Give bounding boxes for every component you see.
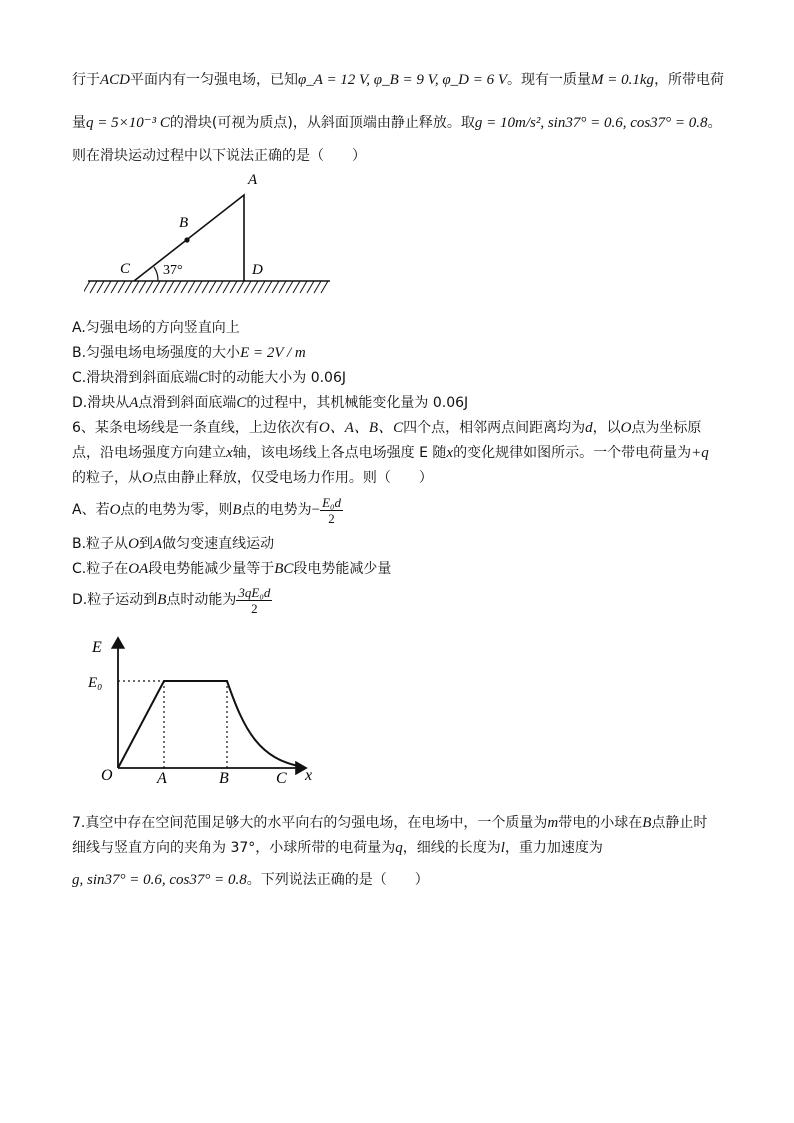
hatch-line bbox=[272, 281, 279, 293]
origin-label: O bbox=[101, 767, 113, 784]
hatch-line bbox=[209, 281, 216, 293]
text: C.滑块滑到斜面底端 bbox=[72, 370, 199, 386]
hatch-line bbox=[160, 281, 167, 293]
hatch-line bbox=[321, 281, 328, 293]
label-d: D bbox=[252, 262, 263, 278]
math: B bbox=[232, 502, 242, 518]
denominator: 2 bbox=[328, 510, 335, 526]
text: 时的动能大小为 0.06J bbox=[208, 370, 347, 386]
text: A、若 bbox=[72, 502, 110, 518]
text: 。现有一质量 bbox=[507, 72, 592, 88]
x-axis-label: x bbox=[305, 767, 313, 784]
incline-figure bbox=[84, 168, 334, 298]
q6-line-3 bbox=[72, 468, 433, 488]
q5-option-a bbox=[72, 318, 240, 338]
q6-option-a bbox=[72, 494, 343, 526]
text: 段电势能减少量 bbox=[293, 561, 392, 577]
text: 四个点，相邻两点间距离均为 bbox=[403, 420, 586, 436]
math: C bbox=[198, 370, 209, 386]
math: E = 2V / m bbox=[240, 345, 306, 361]
hatch-line bbox=[237, 281, 244, 293]
text: 点的电势为零，则 bbox=[120, 502, 233, 518]
text: ，细线的长度为 bbox=[402, 840, 501, 856]
hatch-line bbox=[258, 281, 265, 293]
text: 点滑到斜面底端 bbox=[138, 395, 237, 411]
text: ，重力加速度为 bbox=[504, 840, 603, 856]
label-a: A bbox=[248, 172, 258, 188]
hatch-line bbox=[84, 281, 90, 293]
hatch-line bbox=[230, 281, 237, 293]
hatch-line bbox=[146, 281, 153, 293]
math: x bbox=[446, 445, 454, 461]
text: 带电的小球在 bbox=[558, 815, 643, 831]
text: 做匀变速直线运动 bbox=[162, 536, 275, 552]
a-label: A bbox=[157, 770, 167, 787]
hatch-line bbox=[202, 281, 209, 293]
math: d bbox=[585, 420, 593, 436]
fraction bbox=[236, 585, 272, 616]
math: q bbox=[395, 840, 403, 856]
math: l bbox=[500, 840, 505, 856]
hatch-line bbox=[174, 281, 181, 293]
hatch-line bbox=[153, 281, 160, 293]
hatch-line bbox=[188, 281, 195, 293]
text: 。 bbox=[707, 115, 722, 131]
hatch-line bbox=[286, 281, 293, 293]
q7-line-3 bbox=[72, 870, 429, 890]
math: ACD bbox=[100, 72, 130, 88]
math: A bbox=[152, 536, 163, 552]
q7-line-2 bbox=[72, 838, 603, 858]
hatch-line bbox=[104, 281, 111, 293]
q5-option-c bbox=[72, 368, 346, 388]
numerator: 3qE₀d bbox=[238, 584, 271, 600]
q6-option-d bbox=[72, 584, 272, 616]
charge-value: q = 5×10⁻³ C bbox=[86, 115, 170, 131]
hatch-line bbox=[216, 281, 223, 293]
text: 点的电势为 bbox=[241, 502, 312, 518]
math: O bbox=[142, 470, 153, 486]
text: 6、某条电场线是一条直线，上边依次有 bbox=[72, 420, 319, 436]
text: C.粒子在 bbox=[72, 561, 129, 577]
text: D.滑块从 bbox=[72, 395, 130, 411]
text: 的粒子，从 bbox=[72, 470, 142, 486]
text: B.粒子从 bbox=[72, 536, 129, 552]
math: m bbox=[547, 815, 559, 831]
hatch-line bbox=[300, 281, 307, 293]
q5-line-1 bbox=[72, 70, 724, 90]
text: 平面内有一匀强电场，已知 bbox=[130, 72, 298, 88]
q5-line-2 bbox=[72, 113, 722, 133]
text: 的过程中，其机械能变化量为 0.06J bbox=[246, 395, 469, 411]
text: 的变化规律如图所示。一个带电荷量为 bbox=[453, 445, 692, 461]
hatch-line bbox=[293, 281, 300, 293]
hatch-line bbox=[111, 281, 118, 293]
y-axis-label: E bbox=[92, 639, 102, 656]
angle-label: 37° bbox=[163, 263, 183, 278]
math: +q bbox=[691, 445, 709, 461]
e-curve bbox=[118, 681, 304, 768]
math: g, sin37° = 0.6, cos37° = 0.8 bbox=[72, 872, 247, 888]
math: BC bbox=[274, 561, 294, 577]
potential-values: φ_A = 12 V, φ_B = 9 V, φ_D = 6 V bbox=[298, 72, 508, 88]
q5-option-d bbox=[72, 393, 468, 413]
q6-option-c bbox=[72, 559, 391, 579]
math: O bbox=[128, 536, 139, 552]
hatch-line bbox=[279, 281, 286, 293]
q6-option-b bbox=[72, 534, 274, 554]
label-c: C bbox=[120, 261, 131, 277]
hatch-line bbox=[125, 281, 132, 293]
fraction bbox=[320, 495, 343, 526]
math: B bbox=[157, 592, 167, 608]
text: 点为坐标原 bbox=[631, 420, 702, 436]
text: 点，沿电场强度方向建立 bbox=[72, 445, 226, 461]
math: O bbox=[620, 420, 632, 436]
math: OA bbox=[128, 561, 149, 577]
text: 行于 bbox=[72, 72, 100, 88]
q6-line-2 bbox=[72, 443, 709, 463]
b-label: B bbox=[219, 770, 229, 787]
c-label: C bbox=[276, 770, 287, 787]
text: 量 bbox=[72, 115, 86, 131]
math: B bbox=[642, 815, 652, 831]
hatch-line bbox=[118, 281, 125, 293]
point-b-dot bbox=[184, 237, 189, 242]
hatch-line bbox=[223, 281, 230, 293]
text: 轴，该电场线上各点电场强度 E 随 bbox=[232, 445, 447, 461]
text: 细线与竖直方向的夹角为 37°，小球所带的电荷量为 bbox=[72, 840, 396, 856]
label-b: B bbox=[179, 215, 189, 231]
q7-line-1 bbox=[72, 813, 707, 833]
math: O bbox=[109, 502, 121, 518]
e-x-graph bbox=[84, 630, 324, 790]
math: − bbox=[311, 502, 321, 518]
text: ，以 bbox=[592, 420, 621, 436]
hatch-line bbox=[90, 281, 97, 293]
text: ，所带电荷 bbox=[654, 72, 725, 88]
math: C bbox=[236, 395, 247, 411]
text: B.匀强电场电场强度的大小 bbox=[72, 345, 241, 361]
angle-arc bbox=[154, 267, 158, 281]
hatch-line bbox=[195, 281, 202, 293]
math: x bbox=[226, 445, 233, 461]
hatch-line bbox=[314, 281, 321, 293]
incline-triangle bbox=[134, 195, 244, 281]
text: D.粒子运动到 bbox=[72, 592, 158, 608]
text: 点静止时 bbox=[651, 815, 708, 831]
text: 点由静止释放，仅受电场力作用。则（ ） bbox=[152, 470, 433, 486]
mass-value: M = 0.1kg bbox=[591, 72, 655, 88]
e0-label: E₀ bbox=[88, 675, 103, 691]
text: 段电势能减少量等于 bbox=[148, 561, 275, 577]
text: 点时动能为 bbox=[166, 592, 237, 608]
math: O、A、B、C bbox=[318, 420, 404, 436]
hatch-line bbox=[167, 281, 174, 293]
hatch-line bbox=[97, 281, 104, 293]
q5-option-b bbox=[72, 343, 306, 363]
text: A.匀强电场的方向竖直向上 bbox=[72, 320, 240, 336]
hatch-line bbox=[132, 281, 139, 293]
hatch-line bbox=[244, 281, 251, 293]
text: 到 bbox=[138, 536, 153, 552]
constants: g = 10m/s², sin37° = 0.6, cos37° = 0.8 bbox=[474, 115, 708, 131]
denominator: 2 bbox=[251, 600, 258, 616]
q5-line-3: 则在滑块运动过程中以下说法正确的是（ ） bbox=[72, 148, 366, 164]
text: 7.真空中存在空间范围足够大的水平向右的匀强电场，在电场中，一个质量为 bbox=[72, 815, 548, 831]
hatch-line bbox=[251, 281, 258, 293]
text: 的滑块(可视为质点)，从斜面顶端由静止释放。取 bbox=[169, 115, 475, 131]
hatch-line bbox=[265, 281, 272, 293]
numerator: E₀d bbox=[322, 494, 342, 510]
hatch-line bbox=[139, 281, 146, 293]
math: A bbox=[129, 395, 139, 411]
q6-line-1 bbox=[72, 418, 701, 438]
hatch-line bbox=[181, 281, 188, 293]
hatch-line bbox=[307, 281, 314, 293]
text: 。下列说法正确的是（ ） bbox=[246, 872, 429, 888]
